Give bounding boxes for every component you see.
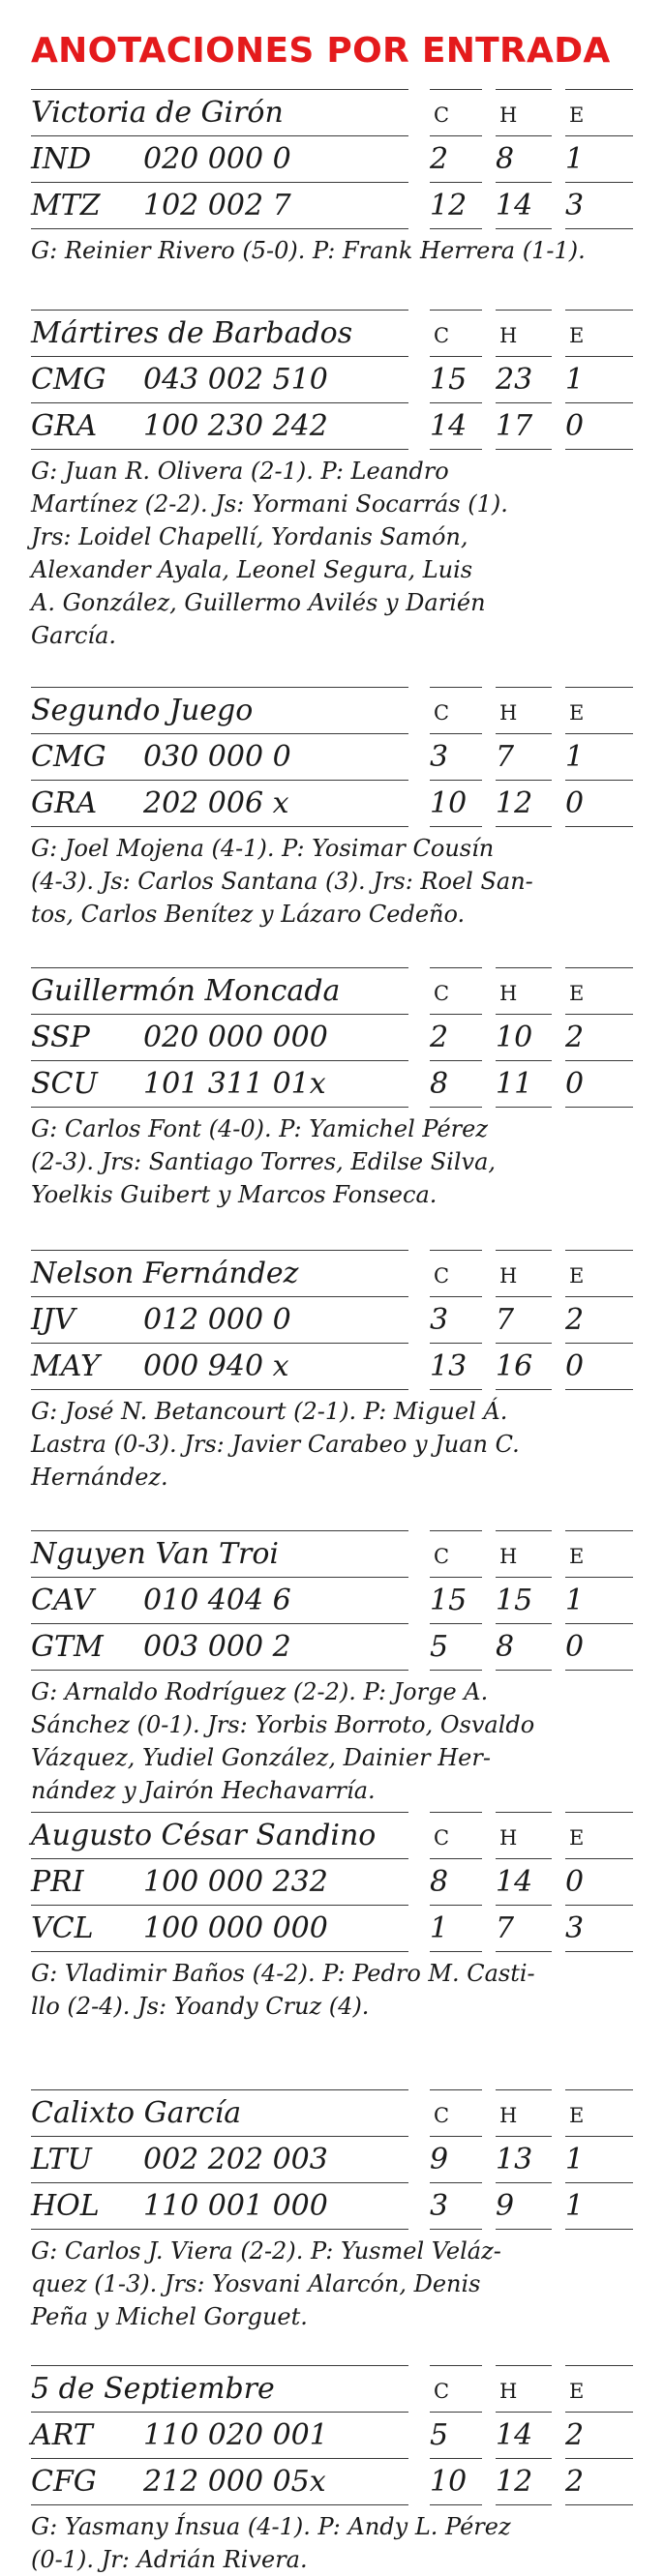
rule-row0-2 (496, 1343, 552, 1344)
table-row (31, 1345, 633, 1389)
inning-score: 030 000 0 (143, 740, 291, 774)
rule-hdr-1 (430, 2412, 482, 2413)
rule-row0-0 (31, 182, 408, 183)
stadium-name: Nguyen Van Troi (31, 1537, 279, 1571)
runs-value: 5 (430, 1630, 449, 1664)
rule-hdr-3 (565, 356, 633, 357)
rule-hdr-2 (496, 356, 552, 357)
table-row (31, 1579, 633, 1623)
rule-top-3 (565, 1530, 633, 1531)
column-header-h: H (499, 701, 518, 725)
rule-top-0 (31, 2365, 408, 2366)
column-header-c: C (434, 1264, 450, 1288)
hits-value: 8 (496, 1630, 515, 1664)
team-abbr: HOL (31, 2189, 100, 2223)
rule-row0-1 (430, 1060, 482, 1061)
column-header-e: E (569, 701, 585, 725)
column-header-h: H (499, 1826, 518, 1850)
inning-score: 000 940 x (143, 1349, 289, 1383)
hits-value: 12 (496, 2465, 533, 2499)
column-header-c: C (434, 2104, 450, 2127)
rule-hdr-3 (565, 1858, 633, 1859)
rule-hdr-0 (31, 733, 408, 734)
inning-score: 100 000 232 (143, 1865, 328, 1899)
inning-score: 202 006 x (143, 786, 289, 820)
column-header-e: E (569, 324, 585, 347)
errors-value: 0 (565, 409, 585, 443)
rule-row0-2 (496, 1623, 552, 1624)
errors-value: 1 (565, 363, 585, 397)
inning-score: 110 001 000 (143, 2189, 328, 2223)
errors-value: 3 (565, 1911, 585, 1945)
errors-value: 1 (565, 1584, 585, 1617)
column-header-h: H (499, 324, 518, 347)
rule-row1-3 (565, 2504, 633, 2505)
errors-value: 1 (565, 142, 585, 176)
stadium-name: Nelson Fernández (31, 1257, 299, 1290)
rule-top-3 (565, 310, 633, 311)
column-header-e: E (569, 1545, 585, 1568)
rule-top-2 (496, 2365, 552, 2366)
runs-value: 3 (430, 1303, 449, 1337)
rule-top-2 (496, 2089, 552, 2090)
rule-row0-0 (31, 1060, 408, 1061)
runs-value: 15 (430, 1584, 468, 1617)
rule-row1-3 (565, 1389, 633, 1390)
errors-value: 0 (565, 786, 585, 820)
stadium-name: 5 de Septiembre (31, 2372, 275, 2406)
rule-row0-2 (496, 1905, 552, 1906)
errors-value: 0 (565, 1630, 585, 1664)
hits-value: 10 (496, 1021, 533, 1054)
rule-row0-0 (31, 1623, 408, 1624)
rule-hdr-1 (430, 733, 482, 734)
rule-row0-0 (31, 2458, 408, 2459)
rule-row0-1 (430, 1343, 482, 1344)
rule-hdr-1 (430, 356, 482, 357)
errors-value: 0 (565, 1865, 585, 1899)
errors-value: 3 (565, 189, 585, 222)
rule-top-3 (565, 967, 633, 968)
runs-value: 12 (430, 189, 468, 222)
hits-value: 14 (496, 189, 533, 222)
team-abbr: GRA (31, 409, 98, 443)
rule-row1-3 (565, 228, 633, 229)
rule-row0-1 (430, 402, 482, 403)
rule-top-3 (565, 687, 633, 688)
page-title: ANOTACIONES POR ENTRADA (31, 31, 611, 71)
rule-hdr-3 (565, 135, 633, 136)
hits-value: 7 (496, 1911, 515, 1945)
rule-hdr-1 (430, 135, 482, 136)
rule-hdr-0 (31, 1858, 408, 1859)
rule-row1-0 (31, 2504, 408, 2505)
rule-row1-0 (31, 449, 408, 450)
rule-hdr-0 (31, 2412, 408, 2413)
rule-top-1 (430, 1250, 482, 1251)
inning-score: 002 202 003 (143, 2143, 328, 2176)
team-abbr: LTU (31, 2143, 92, 2176)
team-abbr: IND (31, 142, 92, 176)
hits-value: 15 (496, 1584, 533, 1617)
errors-value: 2 (565, 1303, 585, 1337)
rule-row1-1 (430, 826, 482, 827)
rule-hdr-2 (496, 2412, 552, 2413)
rule-top-0 (31, 1812, 408, 1813)
rule-row1-0 (31, 1389, 408, 1390)
rule-row1-1 (430, 2504, 482, 2505)
hits-value: 14 (496, 1865, 533, 1899)
rule-hdr-2 (496, 135, 552, 136)
rule-row0-0 (31, 780, 408, 781)
rule-row1-0 (31, 1107, 408, 1108)
rule-row1-1 (430, 1389, 482, 1390)
runs-value: 14 (430, 409, 468, 443)
game-notes: G: José N. Betancourt (2-1). P: Miguel Á. Lastra (0-3). Jrs: Javier Carabeo y Juan C. Hernández. (31, 1398, 520, 1491)
rule-top-2 (496, 1250, 552, 1251)
table-row (31, 184, 633, 228)
table-row (31, 1860, 633, 1905)
game-notes: G: Arnaldo Rodríguez (2-2). P: Jorge A. Sánchez (0-1). Jrs: Yorbis Borroto, Osvaldo Vázquez, Yudiel González, Dainier Her- nández y Jairón Hechavarría. (31, 1678, 535, 1804)
inning-score: 020 000 0 (143, 142, 291, 176)
rule-row0-1 (430, 1905, 482, 1906)
rule-row0-1 (430, 1623, 482, 1624)
rule-hdr-1 (430, 1014, 482, 1015)
rule-row0-2 (496, 2182, 552, 2183)
rule-row0-1 (430, 182, 482, 183)
team-abbr: CMG (31, 363, 106, 397)
table-row (31, 2460, 633, 2504)
rule-top-2 (496, 687, 552, 688)
errors-value: 2 (565, 2418, 585, 2452)
rule-hdr-0 (31, 2136, 408, 2137)
column-header-e: E (569, 1264, 585, 1288)
rule-top-0 (31, 310, 408, 311)
hits-value: 7 (496, 1303, 515, 1337)
rule-hdr-1 (430, 2136, 482, 2137)
errors-value: 1 (565, 2143, 585, 2176)
column-header-c: C (434, 982, 450, 1005)
rule-hdr-3 (565, 2412, 633, 2413)
rule-top-3 (565, 1250, 633, 1251)
rule-top-1 (430, 310, 482, 311)
table-row (31, 1016, 633, 1060)
game-notes: G: Juan R. Olivera (2-1). P: Leandro Martínez (2-2). Js: Yormani Socarrás (1). Jrs: Loidel Chapellí, Yordanis Samón, Alexander Ayala, Leonel Segura, Luis A. González, Guillermo Avilés y Darién García. (31, 458, 508, 649)
table-row (31, 1907, 633, 1951)
table-row (31, 1298, 633, 1343)
errors-value: 0 (565, 1349, 585, 1383)
inning-score: 020 000 000 (143, 1021, 328, 1054)
runs-value: 8 (430, 1067, 449, 1101)
errors-value: 0 (565, 1067, 585, 1101)
rule-row1-2 (496, 449, 552, 450)
inning-score: 043 002 510 (143, 363, 328, 397)
column-header-h: H (499, 1545, 518, 1568)
rule-row1-3 (565, 826, 633, 827)
rule-top-2 (496, 1530, 552, 1531)
column-header-e: E (569, 1826, 585, 1850)
table-row (31, 735, 633, 780)
runs-value: 8 (430, 1865, 449, 1899)
rule-row1-0 (31, 1670, 408, 1671)
rule-hdr-1 (430, 1577, 482, 1578)
rule-hdr-1 (430, 1858, 482, 1859)
rule-hdr-0 (31, 356, 408, 357)
rule-row1-1 (430, 1951, 482, 1952)
rule-top-0 (31, 967, 408, 968)
rule-row1-2 (496, 2229, 552, 2230)
table-row (31, 137, 633, 182)
errors-value: 2 (565, 1021, 585, 1054)
team-abbr: IJV (31, 1303, 75, 1337)
rule-hdr-0 (31, 135, 408, 136)
runs-value: 2 (430, 142, 449, 176)
hits-value: 23 (496, 363, 533, 397)
stadium-name: Victoria de Girón (31, 96, 284, 130)
game-notes: G: Carlos Font (4-0). P: Yamichel Pérez (2-3). Jrs: Santiago Torres, Edilse Silva, Yoelkis Guibert y Marcos Fonseca. (31, 1115, 497, 1208)
rule-row0-1 (430, 2458, 482, 2459)
rule-top-0 (31, 1530, 408, 1531)
rule-top-2 (496, 310, 552, 311)
rule-row0-0 (31, 1905, 408, 1906)
column-header-e: E (569, 982, 585, 1005)
rule-top-3 (565, 1812, 633, 1813)
rule-row0-0 (31, 1343, 408, 1344)
column-header-h: H (499, 2104, 518, 2127)
rule-row1-3 (565, 1670, 633, 1671)
rule-hdr-3 (565, 1577, 633, 1578)
rule-hdr-3 (565, 1014, 633, 1015)
table-row (31, 358, 633, 402)
rule-row0-2 (496, 182, 552, 183)
stadium-name: Calixto García (31, 2096, 242, 2130)
rule-row1-2 (496, 1389, 552, 1390)
column-header-e: E (569, 2380, 585, 2403)
rule-row1-2 (496, 1107, 552, 1108)
rule-top-2 (496, 967, 552, 968)
rule-row0-3 (565, 1623, 633, 1624)
runs-value: 9 (430, 2143, 449, 2176)
rule-hdr-2 (496, 1296, 552, 1297)
rule-row0-1 (430, 2182, 482, 2183)
runs-value: 2 (430, 1021, 449, 1054)
table-row (31, 782, 633, 826)
rule-row1-2 (496, 1670, 552, 1671)
rule-row1-0 (31, 2229, 408, 2230)
hits-value: 13 (496, 2143, 533, 2176)
runs-value: 15 (430, 363, 468, 397)
rule-hdr-1 (430, 1296, 482, 1297)
stadium-name: Guillermón Moncada (31, 974, 341, 1008)
rule-row1-2 (496, 228, 552, 229)
column-header-h: H (499, 2380, 518, 2403)
rule-row1-0 (31, 1951, 408, 1952)
rule-row0-2 (496, 402, 552, 403)
table-row (31, 1062, 633, 1107)
errors-value: 2 (565, 2465, 585, 2499)
table-row (31, 1625, 633, 1670)
errors-value: 1 (565, 740, 585, 774)
rule-row0-3 (565, 2182, 633, 2183)
game-notes: G: Yasmany Ínsua (4-1). P: Andy L. Pérez (0-1). Jr: Adrián Rivera. (31, 2513, 511, 2573)
team-abbr: PRI (31, 1865, 84, 1899)
rule-top-0 (31, 2089, 408, 2090)
rule-hdr-3 (565, 2136, 633, 2137)
rule-hdr-3 (565, 1296, 633, 1297)
rule-row0-3 (565, 1343, 633, 1344)
runs-value: 5 (430, 2418, 449, 2452)
game-notes: G: Vladimir Baños (4-2). P: Pedro M. Casti- llo (2-4). Js: Yoandy Cruz (4). (31, 1960, 535, 2020)
rule-row1-2 (496, 2504, 552, 2505)
hits-value: 12 (496, 786, 533, 820)
rule-row0-1 (430, 780, 482, 781)
rule-top-1 (430, 1812, 482, 1813)
team-abbr: SCU (31, 1067, 98, 1101)
rule-row0-2 (496, 1060, 552, 1061)
rule-top-3 (565, 2089, 633, 2090)
game-notes: G: Carlos J. Viera (2-2). P: Yusmel Veláz- quez (1-3). Jrs: Yosvani Alarcón, Denis Peña y Michel Gorguet. (31, 2237, 501, 2330)
team-abbr: MTZ (31, 189, 101, 222)
rule-row0-0 (31, 402, 408, 403)
team-abbr: CAV (31, 1584, 94, 1617)
rule-row0-3 (565, 182, 633, 183)
rule-row0-3 (565, 402, 633, 403)
rule-row0-2 (496, 780, 552, 781)
table-row (31, 2138, 633, 2182)
rule-row1-3 (565, 1951, 633, 1952)
rule-row1-3 (565, 1107, 633, 1108)
game-notes: G: Reinier Rivero (5-0). P: Frank Herrera (1-1). (31, 237, 586, 264)
hits-value: 16 (496, 1349, 533, 1383)
hits-value: 9 (496, 2189, 515, 2223)
inning-score: 003 000 2 (143, 1630, 291, 1664)
rule-row1-2 (496, 1951, 552, 1952)
rule-row1-1 (430, 1107, 482, 1108)
runs-value: 1 (430, 1911, 449, 1945)
column-header-h: H (499, 1264, 518, 1288)
rule-row1-3 (565, 449, 633, 450)
team-abbr: CFG (31, 2465, 97, 2499)
team-abbr: GTM (31, 1630, 104, 1664)
column-header-e: E (569, 104, 585, 127)
runs-value: 3 (430, 2189, 449, 2223)
rule-hdr-2 (496, 1577, 552, 1578)
rule-row1-1 (430, 2229, 482, 2230)
team-abbr: CMG (31, 740, 106, 774)
rule-row0-3 (565, 1905, 633, 1906)
inning-score: 102 002 7 (143, 189, 291, 222)
rule-top-3 (565, 2365, 633, 2366)
rule-row1-0 (31, 826, 408, 827)
rule-top-3 (565, 89, 633, 90)
rule-top-0 (31, 687, 408, 688)
rule-hdr-2 (496, 733, 552, 734)
rule-top-2 (496, 1812, 552, 1813)
rule-row0-3 (565, 2458, 633, 2459)
rule-row1-3 (565, 2229, 633, 2230)
rule-hdr-0 (31, 1577, 408, 1578)
inning-score: 010 404 6 (143, 1584, 291, 1617)
rule-row0-2 (496, 2458, 552, 2459)
column-header-c: C (434, 104, 450, 127)
rule-hdr-0 (31, 1014, 408, 1015)
rule-top-1 (430, 2365, 482, 2366)
column-header-h: H (499, 982, 518, 1005)
rule-top-0 (31, 89, 408, 90)
rule-hdr-0 (31, 1296, 408, 1297)
rule-top-1 (430, 687, 482, 688)
inning-score: 012 000 0 (143, 1303, 291, 1337)
team-abbr: SSP (31, 1021, 90, 1054)
hits-value: 14 (496, 2418, 533, 2452)
stadium-name: Mártires de Barbados (31, 316, 353, 350)
rule-top-1 (430, 89, 482, 90)
hits-value: 7 (496, 740, 515, 774)
rule-row0-3 (565, 780, 633, 781)
stadium-name: Segundo Juego (31, 694, 254, 727)
rule-top-1 (430, 1530, 482, 1531)
column-header-c: C (434, 701, 450, 725)
column-header-h: H (499, 104, 518, 127)
column-header-e: E (569, 2104, 585, 2127)
table-row (31, 2184, 633, 2229)
rule-hdr-2 (496, 1858, 552, 1859)
game-notes: G: Joel Mojena (4-1). P: Yosimar Cousín (4-3). Js: Carlos Santana (3). Jrs: Roel San- tos, Carlos Benítez y Lázaro Cedeño. (31, 835, 533, 928)
inning-score: 100 230 242 (143, 409, 328, 443)
team-abbr: GRA (31, 786, 98, 820)
runs-value: 10 (430, 786, 468, 820)
column-header-c: C (434, 324, 450, 347)
team-abbr: MAY (31, 1349, 100, 1383)
team-abbr: ART (31, 2418, 93, 2452)
stadium-name: Augusto César Sandino (31, 1819, 377, 1852)
table-row (31, 404, 633, 449)
hits-value: 11 (496, 1067, 533, 1101)
column-header-c: C (434, 2380, 450, 2403)
rule-hdr-3 (565, 733, 633, 734)
inning-score: 101 311 01x (143, 1067, 326, 1101)
rule-row1-1 (430, 228, 482, 229)
inning-score: 110 020 001 (143, 2418, 328, 2452)
rule-row1-1 (430, 449, 482, 450)
rule-top-2 (496, 89, 552, 90)
rule-top-1 (430, 2089, 482, 2090)
hits-value: 8 (496, 142, 515, 176)
rule-row1-1 (430, 1670, 482, 1671)
column-header-c: C (434, 1826, 450, 1850)
rule-row1-0 (31, 228, 408, 229)
inning-score: 100 000 000 (143, 1911, 328, 1945)
runs-value: 10 (430, 2465, 468, 2499)
rule-hdr-2 (496, 2136, 552, 2137)
table-row (31, 2413, 633, 2458)
column-header-c: C (434, 1545, 450, 1568)
hits-value: 17 (496, 409, 533, 443)
runs-value: 3 (430, 740, 449, 774)
team-abbr: VCL (31, 1911, 94, 1945)
rule-row1-2 (496, 826, 552, 827)
rule-row0-0 (31, 2182, 408, 2183)
rule-top-0 (31, 1250, 408, 1251)
errors-value: 1 (565, 2189, 585, 2223)
rule-top-1 (430, 967, 482, 968)
rule-row0-3 (565, 1060, 633, 1061)
rule-hdr-2 (496, 1014, 552, 1015)
inning-score: 212 000 05x (143, 2465, 326, 2499)
runs-value: 13 (430, 1349, 468, 1383)
